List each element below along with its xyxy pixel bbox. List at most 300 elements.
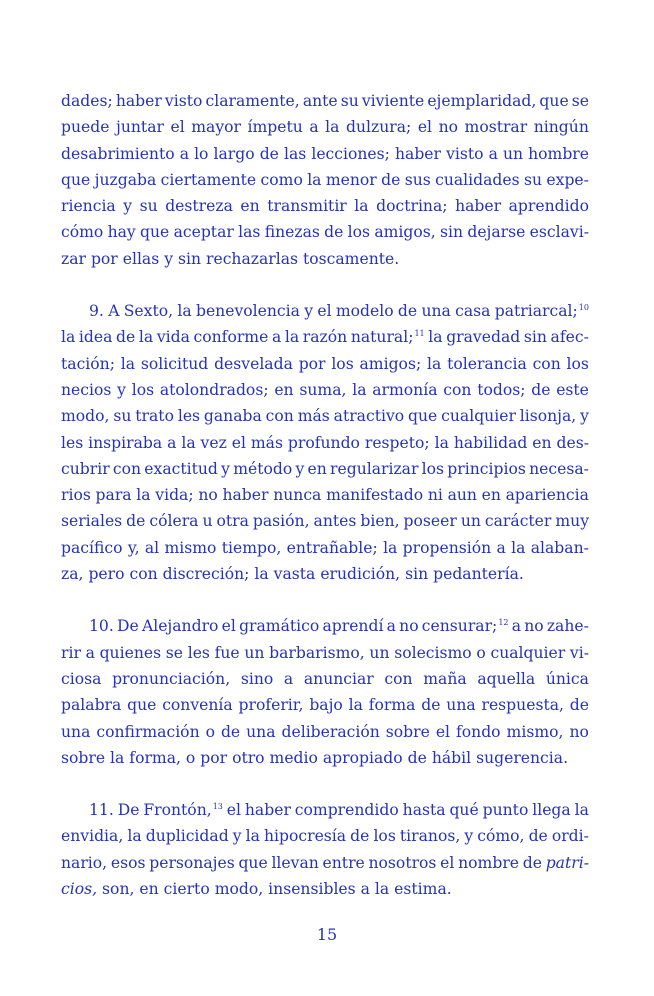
word: sin	[405, 565, 429, 584]
word: de	[569, 696, 589, 715]
word: atractivo	[333, 407, 405, 426]
text-line	[61, 114, 589, 140]
word: ciosa	[61, 669, 102, 688]
word: un	[369, 643, 390, 662]
word: modo,	[214, 880, 264, 899]
word: aceptar	[173, 223, 234, 242]
word: respeto;	[364, 433, 430, 452]
word: la	[120, 354, 136, 373]
text-line	[61, 613, 589, 639]
word: benevolencia	[195, 302, 300, 321]
word: solicitud	[140, 354, 209, 373]
word: mismo,	[506, 722, 564, 741]
paragraph-11	[61, 797, 589, 902]
word: a	[496, 538, 506, 557]
word: respuesta,	[481, 696, 564, 715]
word: sin	[440, 223, 464, 242]
word: Frontón,$^{13}$	[143, 801, 223, 820]
word: vi-	[569, 643, 589, 662]
word: manifestado	[326, 486, 424, 505]
word: hipocresía	[263, 827, 347, 846]
word: necesa-	[529, 459, 589, 478]
word: nombre	[458, 853, 520, 872]
word: llevan	[271, 853, 319, 872]
word: discreción;	[162, 565, 250, 584]
word: hay	[107, 223, 136, 242]
word: casa	[455, 302, 491, 321]
word: quienes	[99, 643, 162, 662]
word: la	[427, 354, 442, 373]
word: de	[381, 170, 401, 189]
word: que	[140, 223, 170, 242]
word: la	[138, 328, 154, 347]
word: de	[522, 853, 542, 872]
word: el	[231, 433, 246, 452]
word: con	[443, 380, 472, 399]
word: la	[245, 827, 260, 846]
word: palabra	[61, 696, 122, 715]
word: desvelada	[214, 354, 293, 373]
word: a	[511, 617, 521, 636]
word: los	[421, 459, 445, 478]
word: qué	[449, 801, 479, 820]
word: la	[383, 538, 398, 557]
word: la	[127, 827, 142, 846]
word: la	[434, 433, 449, 452]
word: idea	[78, 328, 113, 347]
word: de	[259, 144, 279, 163]
word: medio	[269, 748, 318, 767]
word: a	[360, 880, 370, 899]
word: antes	[313, 512, 357, 531]
word: de	[350, 827, 370, 846]
word: una	[246, 722, 276, 741]
word: 10.	[89, 617, 114, 636]
word: en	[274, 380, 294, 399]
word: cómo	[61, 223, 104, 242]
word: patri-	[545, 853, 589, 872]
text-line	[61, 430, 589, 456]
word: gravedad	[446, 328, 521, 347]
word: gramático	[239, 617, 320, 636]
word: sin	[178, 249, 202, 268]
word: estima.	[394, 880, 452, 899]
word: ordi-	[551, 827, 589, 846]
word: sobre	[385, 722, 430, 741]
word: les	[187, 643, 210, 662]
word: poseer	[403, 512, 457, 531]
word: ciertamente	[160, 170, 257, 189]
word: hombre	[528, 144, 589, 163]
word: vida;	[155, 486, 194, 505]
word: la	[136, 486, 151, 505]
word: tación;	[61, 354, 115, 373]
word: la	[354, 197, 369, 216]
word: habilidad	[453, 433, 528, 452]
word: armonía	[372, 380, 438, 399]
word: aprendido	[508, 197, 589, 216]
word: en	[532, 433, 552, 452]
word: trato	[135, 407, 174, 426]
word: no	[438, 118, 458, 137]
word: la	[177, 302, 192, 321]
word: proferir,	[238, 696, 304, 715]
word: con	[129, 565, 158, 584]
word: y	[164, 249, 174, 268]
word: el	[440, 853, 455, 872]
word: la	[307, 170, 322, 189]
word: juzgaba	[94, 170, 157, 189]
word: no	[399, 617, 419, 636]
word: confirmación	[96, 722, 200, 741]
word: Sexto,	[123, 302, 174, 321]
word: De	[117, 801, 140, 820]
word: aquella	[477, 669, 536, 688]
word: o	[185, 748, 196, 767]
word: hábil	[431, 748, 472, 767]
word: o	[476, 643, 486, 662]
word: dejarse	[467, 223, 526, 242]
word: llega	[532, 801, 571, 820]
text-line	[61, 535, 589, 561]
word: las	[238, 223, 261, 242]
text-line	[61, 141, 589, 167]
word: u	[202, 512, 213, 531]
word: de	[397, 302, 418, 321]
text-line	[61, 745, 589, 771]
text-line	[61, 719, 589, 745]
word: un	[244, 643, 265, 662]
word: entre	[322, 853, 365, 872]
word: ante	[302, 92, 338, 110]
word: y	[304, 302, 314, 321]
word: más	[250, 433, 283, 452]
word: sus	[404, 170, 431, 189]
text-line	[61, 351, 589, 377]
word: y	[232, 827, 242, 846]
word: esos	[110, 853, 146, 872]
word: entrañable;	[286, 538, 378, 557]
word: anunciar	[303, 669, 374, 688]
word: a	[283, 669, 294, 688]
word: profundo	[287, 433, 360, 452]
word: la	[61, 328, 76, 347]
word: la	[284, 328, 300, 347]
text-line	[61, 193, 589, 219]
word: que	[539, 92, 569, 110]
word: con	[532, 354, 561, 373]
word: vida	[156, 328, 190, 347]
word: rios	[61, 486, 91, 505]
word: Alejandro	[141, 617, 219, 636]
word: un	[460, 512, 481, 531]
word: lisonja,	[519, 407, 577, 426]
word: para	[95, 486, 132, 505]
word: pero	[88, 565, 125, 584]
word: visto	[446, 144, 484, 163]
word: nario,	[61, 853, 108, 872]
word: todos;	[477, 380, 526, 399]
word: de	[324, 223, 344, 242]
word: no	[569, 722, 589, 741]
text-line	[61, 508, 589, 534]
word: en	[481, 486, 501, 505]
word: su	[139, 197, 158, 216]
page-number: 15	[316, 925, 338, 944]
word: y	[117, 380, 126, 399]
word: la	[325, 118, 340, 137]
word: al	[144, 538, 160, 557]
word: el	[221, 617, 236, 636]
word: alaban-	[530, 538, 589, 557]
word: regularizar	[330, 459, 419, 478]
word: de	[126, 512, 146, 531]
word: haber	[115, 92, 162, 110]
word: conforme	[193, 328, 269, 347]
word: exactitud	[144, 459, 218, 478]
word: el	[435, 722, 451, 741]
word: erudición,	[320, 565, 401, 584]
word: una	[61, 722, 91, 741]
word: de	[220, 722, 241, 741]
word: en	[240, 197, 260, 216]
word: juntar	[116, 118, 164, 137]
word: de	[421, 696, 441, 715]
word: por	[200, 748, 228, 767]
word: duplicidad	[145, 827, 229, 846]
word: cualidades	[435, 170, 520, 189]
word: la	[352, 380, 367, 399]
word: convenía	[162, 696, 233, 715]
word: sugerencia.	[476, 748, 569, 767]
word: a	[309, 118, 319, 137]
text-line	[61, 377, 589, 403]
word: en	[307, 459, 327, 478]
word: a	[167, 433, 177, 452]
word: cómo,	[477, 827, 525, 846]
word: la	[348, 696, 363, 715]
word: suma,	[299, 380, 347, 399]
word: pasión,	[252, 512, 310, 531]
word: de	[528, 827, 548, 846]
text-line	[61, 167, 589, 193]
word: los	[331, 354, 354, 373]
word: el	[226, 801, 241, 820]
paragraph-continuation	[61, 88, 589, 272]
word: en	[139, 880, 159, 899]
word: y	[580, 407, 589, 426]
text-line	[61, 692, 589, 718]
word: rechazarlas	[206, 249, 299, 268]
word: puede	[61, 118, 110, 137]
word: patriarcal;$^{10}$	[494, 302, 589, 321]
word: punto	[482, 801, 529, 820]
word: les	[177, 407, 201, 426]
word: propensión	[402, 538, 492, 557]
word: con	[265, 407, 294, 426]
word: y	[221, 459, 230, 478]
word: a	[179, 144, 189, 163]
word: visto	[164, 92, 203, 110]
word: el	[317, 302, 332, 321]
word: vasta	[273, 565, 316, 584]
word: que	[408, 407, 438, 426]
paragraph-9	[61, 298, 589, 587]
word: el	[417, 118, 433, 137]
word: viviente	[361, 92, 425, 110]
word: por	[90, 249, 118, 268]
word: una	[421, 302, 451, 321]
word: tiempo,	[221, 538, 282, 557]
word: haber	[244, 801, 291, 820]
word: los	[347, 223, 371, 242]
word: y,	[127, 538, 140, 557]
text-line	[61, 666, 589, 692]
word: amigos,	[374, 223, 436, 242]
word: única	[545, 669, 589, 688]
word: personajes	[149, 853, 235, 872]
word: seriales	[61, 512, 123, 531]
word: rir	[61, 643, 81, 662]
body-text	[61, 88, 589, 902]
word: atolondrados;	[159, 380, 269, 399]
word: haber	[394, 144, 441, 163]
word: dulzura;	[346, 118, 412, 137]
word: modo,	[61, 407, 110, 426]
word: más	[297, 407, 330, 426]
word: un	[502, 144, 524, 163]
word: De	[117, 617, 139, 636]
word: ejemplaridad,	[427, 92, 537, 110]
word: modelo	[335, 302, 394, 321]
text-line	[61, 219, 589, 245]
word: apropiado	[322, 748, 403, 767]
text-line	[61, 561, 589, 587]
word: transmitir	[267, 197, 347, 216]
word: se	[571, 92, 589, 110]
word: este	[556, 380, 589, 399]
word: y	[295, 459, 305, 478]
word: no	[198, 486, 218, 505]
word: aun	[447, 486, 477, 505]
word: mismo	[164, 538, 217, 557]
word: cios,	[61, 880, 98, 899]
word: ellas	[122, 249, 160, 268]
word: se	[165, 643, 184, 662]
word: forma,	[129, 748, 181, 767]
word: pacífico	[61, 538, 123, 557]
text-line	[61, 246, 589, 272]
word: dades;	[61, 92, 113, 110]
word: forma	[368, 696, 416, 715]
word: con	[384, 669, 413, 688]
word: aprendí	[322, 617, 384, 636]
word: la	[428, 328, 443, 347]
word: tolerancia	[447, 354, 527, 373]
word: toscamente.	[303, 249, 400, 268]
word: cierto	[163, 880, 210, 899]
word: mostrar	[464, 118, 528, 137]
footnote-marker: 13	[212, 802, 223, 812]
word: a	[271, 328, 282, 347]
word: haber	[222, 486, 269, 505]
word: censurar;$^{12}$	[421, 617, 509, 636]
word: claramente,	[205, 92, 300, 110]
word: sino	[240, 669, 274, 688]
word: sin	[523, 328, 547, 347]
word: fondo	[456, 722, 501, 741]
word: fue	[214, 643, 240, 662]
paragraph-10	[61, 613, 589, 771]
word: y	[464, 827, 474, 846]
word: menor	[325, 170, 377, 189]
word: 9.	[89, 302, 104, 321]
text-line	[61, 797, 589, 823]
word: hasta	[402, 801, 446, 820]
word: pedantería.	[433, 565, 524, 584]
word: de	[531, 380, 551, 399]
word: como	[260, 170, 303, 189]
word: solecismo	[394, 643, 472, 662]
word: afec-	[550, 328, 589, 347]
word: o	[205, 722, 215, 741]
word: natural;$^{11}$	[350, 328, 425, 347]
word: muy	[555, 512, 589, 531]
word: los	[566, 354, 589, 373]
word: el	[170, 118, 185, 137]
word: inspiraba	[88, 433, 163, 452]
word: las	[283, 144, 307, 163]
word: cubrir	[61, 459, 110, 478]
word: A	[108, 302, 120, 321]
word: finezas	[264, 223, 320, 242]
word: mayor	[191, 118, 241, 137]
word: por	[298, 354, 326, 373]
word: su	[524, 170, 543, 189]
word: ningún	[533, 118, 589, 137]
word: apariencia	[505, 486, 589, 505]
word: ganaba	[203, 407, 262, 426]
word: la	[181, 433, 196, 452]
word: otra	[216, 512, 249, 531]
word: nosotros	[368, 853, 437, 872]
word: envidia,	[61, 827, 124, 846]
text-line	[61, 88, 589, 114]
word: les	[61, 433, 84, 452]
word: destreza	[165, 197, 233, 216]
word: maña	[423, 669, 467, 688]
word: doctrina;	[376, 197, 448, 216]
word: los	[373, 827, 396, 846]
word: barbarismo,	[269, 643, 365, 662]
word: lo	[194, 144, 209, 163]
word: la	[110, 748, 125, 767]
word: a	[85, 643, 95, 662]
word: los	[131, 380, 155, 399]
word: sobre	[61, 748, 106, 767]
word: la	[574, 801, 589, 820]
word: una	[446, 696, 476, 715]
word: tiranos,	[399, 827, 461, 846]
word: bajo	[309, 696, 343, 715]
word: a	[386, 617, 396, 636]
text-line	[61, 876, 589, 902]
word: de	[407, 748, 427, 767]
word: método	[233, 459, 293, 478]
word: cólera	[149, 512, 199, 531]
word: son,	[102, 880, 135, 899]
word: a	[488, 144, 498, 163]
